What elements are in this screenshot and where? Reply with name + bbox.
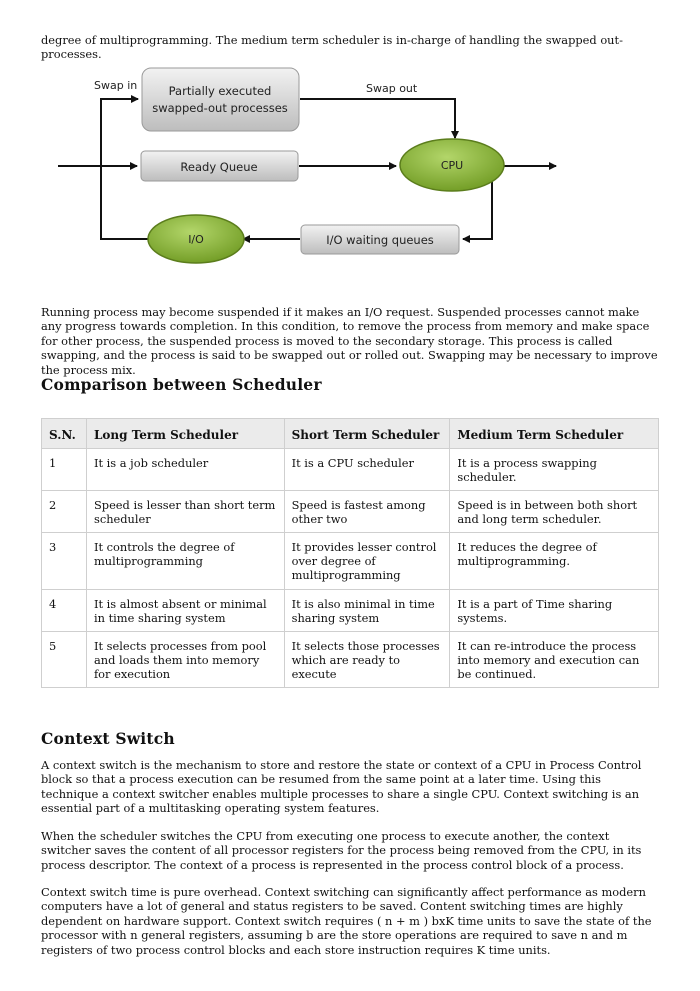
swapping-paragraph: Running process may become suspended if it makes an I/O request. Suspended processes cannot make any progress towards completion. In this condition, to remove the process from memory and make space for other process, the suspended process is moved to the secondary storage. This process is called swapping, and the process is said to be swapped out or rolled out. Swapping may be necessary to improve the process mix.: [41, 305, 658, 377]
context-switch-paragraph-3: Context switch time is pure overhead. Context switching can significantly affect performance as modern computers have a lot of general and status registers to be saved. Content switching times are highly dependent on hardware support. Context switch requires ( n + m ) bxK time units to save the state of the processor with n general registers, assuming b are the store operations are required to save n and m registers of two process control blocks and each store instruction requires K time units.: [41, 885, 652, 957]
process-scheduling-diagram: [0, 0, 700, 300]
table-cell: 3: [42, 533, 87, 590]
header-short-term: Short Term Scheduler: [284, 419, 450, 449]
table-cell: 5: [42, 632, 87, 688]
table-cell: It is a part of Time sharing systems.: [450, 590, 659, 632]
table-row: [42, 590, 659, 632]
cpu-ellipse: [400, 139, 504, 191]
ready-queue-label: Ready Queue: [180, 160, 258, 174]
table-cell: It is a CPU scheduler: [284, 449, 450, 491]
cpu-label: CPU: [440, 159, 464, 172]
table-cell: It selects those processes which are ready to execute: [284, 632, 450, 688]
table-cell: Speed is fastest among other two: [284, 491, 450, 533]
table-row: [42, 632, 659, 688]
context-switch-heading: Context Switch: [41, 729, 175, 748]
comparison-heading: Comparison between Scheduler: [41, 375, 322, 394]
context-switch-paragraph-2: When the scheduler switches the CPU from executing one process to execute another, the context switcher saves the content of all processor registers for the process being removed from the CPU, in its process descriptor. The context of a process is represented in the process control block of a process.: [41, 829, 642, 872]
io-label: I/O: [188, 233, 204, 246]
header-long-term: Long Term Scheduler: [86, 419, 284, 449]
table-cell: It reduces the degree of multiprogramming.: [450, 533, 659, 590]
table-cell: It selects processes from pool and loads them into memory for execution: [86, 632, 284, 688]
table-cell: It is almost absent or minimal in time sharing system: [86, 590, 284, 632]
table-row: [42, 533, 659, 590]
partially-executed-label-2: swapped-out processes: [152, 101, 288, 115]
header-sn: S.N.: [42, 419, 87, 449]
table-row: [42, 449, 659, 491]
ready-queue-box: [141, 151, 298, 181]
table-row: [42, 491, 659, 533]
swap-in-label: Swap in: [94, 79, 138, 92]
table-cell: Speed is lesser than short term scheduler: [86, 491, 284, 533]
table-cell: It is a job scheduler: [86, 449, 284, 491]
table-cell: It is also minimal in time sharing system: [284, 590, 450, 632]
io-waiting-label: I/O waiting queues: [326, 233, 434, 247]
context-switch-paragraph-1: A context switch is the mechanism to store and restore the state or context of a CPU in Process Control block so that a process execution can be resumed from the same point at a later time. Using this technique a context switcher enables multiple processes to share a single CPU. Context switching is an essential part of a multitasking operating system features.: [41, 758, 642, 816]
table-cell: 1: [42, 449, 87, 491]
io-waiting-box: [301, 225, 459, 254]
table-header-row: [42, 419, 659, 449]
io-ellipse: [148, 215, 244, 263]
table-cell: Speed is in between both short and long term scheduler.: [450, 491, 659, 533]
table-cell: It controls the degree of multiprogramming: [86, 533, 284, 590]
swap-out-label: Swap out: [366, 82, 418, 95]
table-cell: 2: [42, 491, 87, 533]
partially-executed-box: [142, 68, 299, 131]
table-cell: It is a process swapping scheduler.: [450, 449, 659, 491]
header-medium-term: Medium Term Scheduler: [450, 419, 659, 449]
scheduler-comparison-table: [41, 418, 659, 688]
partially-executed-label-1: Partially executed: [168, 84, 272, 98]
table-cell: It can re-introduce the process into memory and execution can be continued.: [450, 632, 659, 688]
table-cell: 4: [42, 590, 87, 632]
intro-paragraph: degree of multiprogramming. The medium term scheduler is in-charge of handling the swapped out-processes.: [41, 33, 623, 62]
table-cell: It provides lesser control over degree of multiprogramming: [284, 533, 450, 590]
